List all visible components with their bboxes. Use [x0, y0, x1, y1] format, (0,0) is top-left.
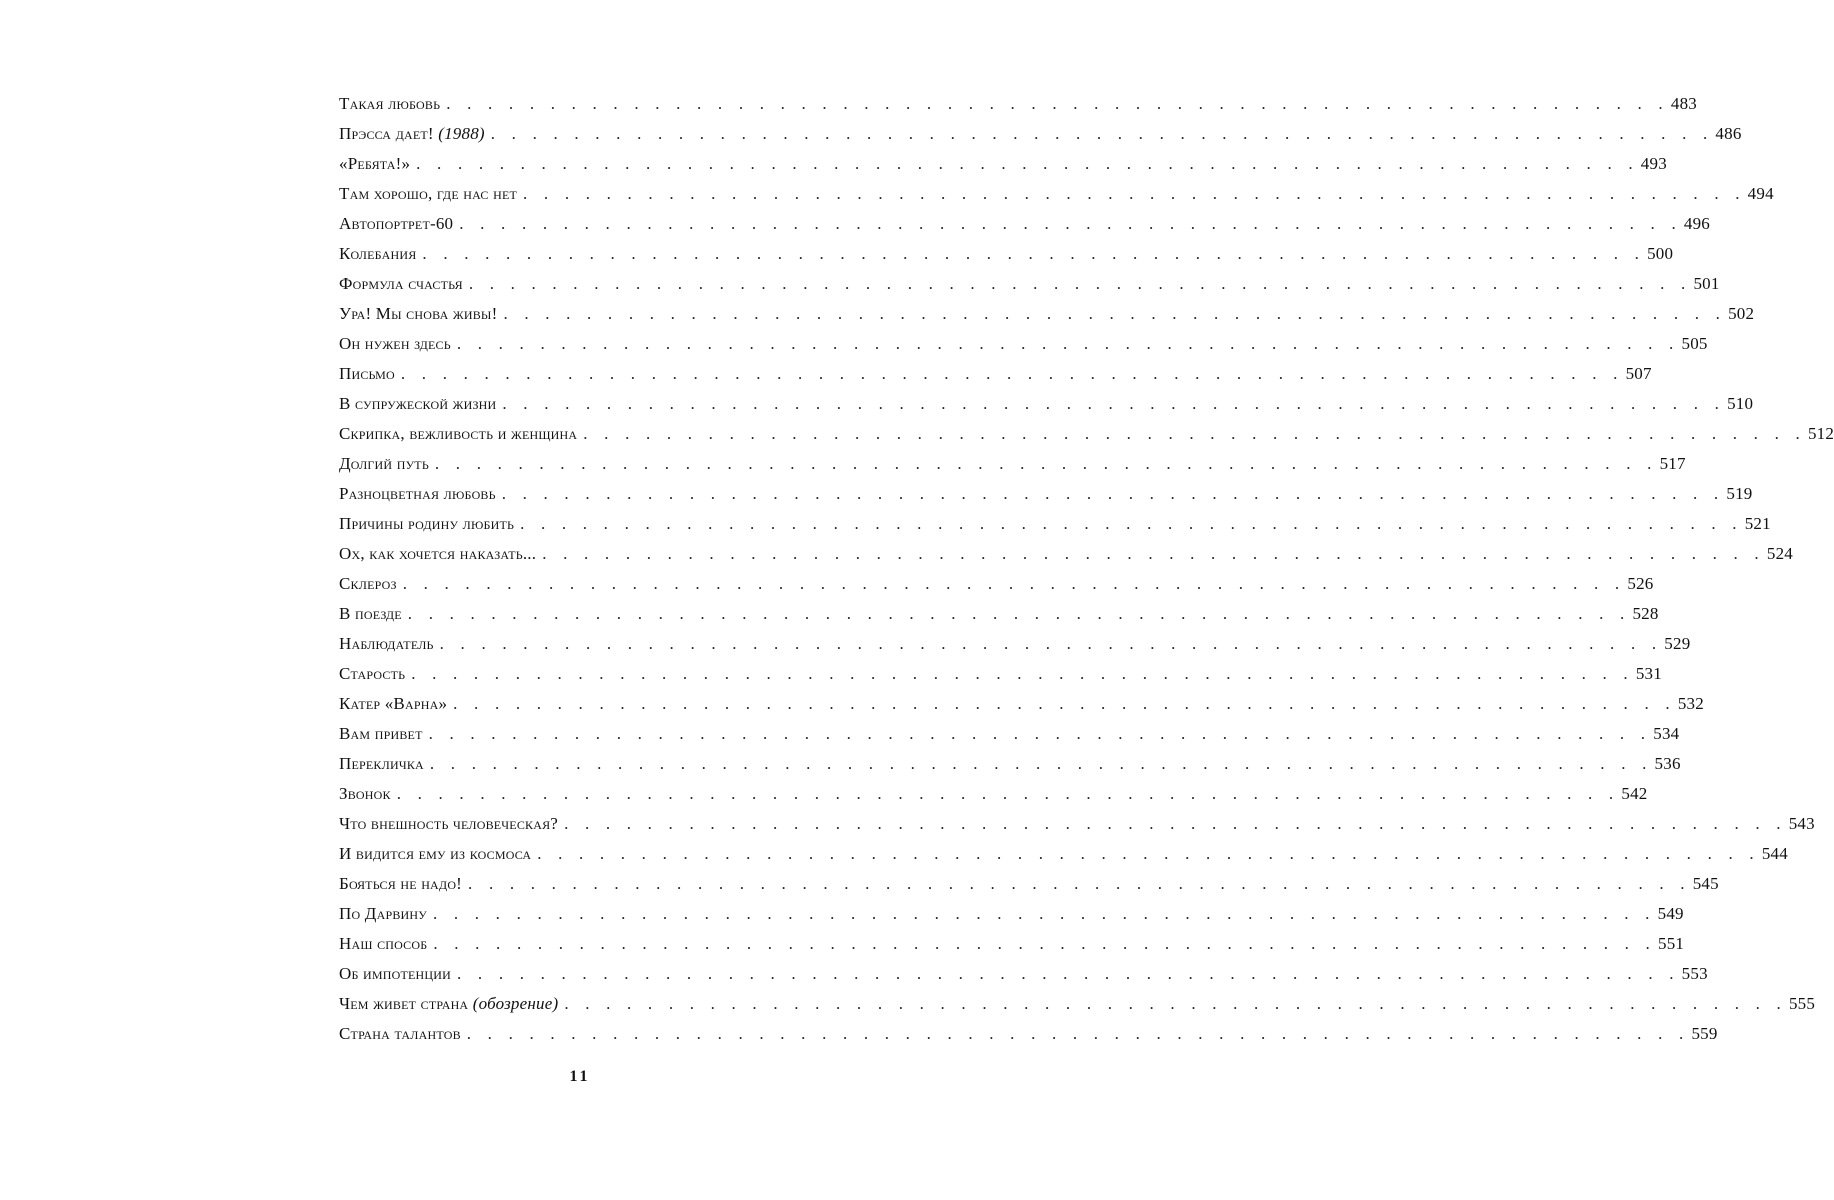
- toc-entry: [339, 929, 1685, 959]
- toc-entry-title-text: Письмо: [339, 364, 395, 383]
- toc-entry-page-number: 529: [1664, 634, 1691, 653]
- toc-entry-page-number: 505: [1681, 334, 1708, 353]
- toc-entry: [339, 269, 1720, 299]
- toc-entry-title-text: Чем живет страна: [339, 994, 473, 1013]
- toc-entry-title: [339, 329, 451, 359]
- toc-entry-title: [339, 839, 531, 869]
- toc-entry-title-text: Ох, как хочется наказать...: [339, 544, 537, 563]
- toc-entry-title-text: Склероз: [339, 574, 397, 593]
- toc-entry-title: [339, 449, 429, 479]
- toc-entry-title-text: Причины родину любить: [339, 514, 515, 533]
- toc-entry-title-text: Наблюдатель: [339, 634, 434, 653]
- toc-entry-title-text: Разноцветная любовь: [339, 484, 496, 503]
- toc-entry-title-text: Бояться не надо!: [339, 874, 463, 893]
- toc-entry: [339, 299, 1755, 329]
- toc-entry-title: [339, 89, 440, 119]
- toc-entry: [339, 629, 1691, 659]
- toc-entry: [339, 569, 1654, 599]
- toc-dot-leader: . . . . . . . . . . . . . . . . . . . . . . . . . . . . . . . . . . . . . . . . . . . . . . . . . . . . . . . . . . .: [434, 454, 1658, 473]
- toc-entry-title: [339, 149, 410, 179]
- toc-dot-leader: . . . . . . . . . . . . . . . . . . . . . . . . . . . . . . . . . . . . . . . . . . . . . . . . . . . . . . . . . . .: [501, 484, 1725, 503]
- toc-entry-page-number: 544: [1761, 844, 1788, 863]
- toc-entry-title: [339, 749, 424, 779]
- toc-dot-leader: . . . . . . . . . . . . . . . . . . . . . . . . . . . . . . . . . . . . . . . . . . . . . . . . . . . . . . . . . . .: [466, 1024, 1690, 1043]
- toc-entry-title: [339, 779, 391, 809]
- toc-entry: [339, 839, 1788, 869]
- toc-entry-title: [339, 869, 462, 899]
- toc-entry-title: [339, 1019, 461, 1049]
- toc-entry-title-text: Колебания: [339, 244, 417, 263]
- toc-entry: [339, 899, 1684, 929]
- toc-dot-leader: . . . . . . . . . . . . . . . . . . . . . . . . . . . . . . . . . . . . . . . . . . . . . . . . . . . . . . . . . . .: [468, 274, 1692, 293]
- toc-entry-page-number: 536: [1654, 754, 1681, 773]
- toc-entry-page-number: 517: [1659, 454, 1686, 473]
- toc-entry: [339, 1019, 1718, 1049]
- toc-entry-title: [339, 659, 405, 689]
- toc-entry-page-number: 532: [1677, 694, 1704, 713]
- toc-entry-page-number: 543: [1788, 814, 1815, 833]
- toc-entry-title: [339, 179, 517, 209]
- toc-entry-title-text: Наш способ: [339, 934, 428, 953]
- toc-entry-page-number: 528: [1632, 604, 1659, 623]
- page-number: 11: [569, 1068, 591, 1085]
- toc-dot-leader: . . . . . . . . . . . . . . . . . . . . . . . . . . . . . . . . . . . . . . . . . . . . . . . . . . . . . . . . . . .: [407, 604, 1631, 623]
- toc-entry-title-text: Вам привет: [339, 724, 423, 743]
- toc-entry-title-text: Что внешность человеческая?: [339, 814, 559, 833]
- toc-entry: [339, 659, 1662, 689]
- toc-entry-page-number: 545: [1692, 874, 1719, 893]
- toc-entry: [339, 179, 1774, 209]
- toc-entry-title: [339, 929, 427, 959]
- toc-dot-leader: . . . . . . . . . . . . . . . . . . . . . . . . . . . . . . . . . . . . . . . . . . . . . . . . . . . . . . . . . . .: [523, 184, 1746, 203]
- toc-entry: [339, 419, 1834, 449]
- toc-entry-title: [339, 479, 496, 509]
- toc-entry-page-number: 524: [1766, 544, 1793, 563]
- toc-dot-leader: . . . . . . . . . . . . . . . . . . . . . . . . . . . . . . . . . . . . . . . . . . . . . . . . . . . . . . . . . . .: [429, 754, 1653, 773]
- toc-entry: [339, 479, 1753, 509]
- toc-entry-page-number: 483: [1670, 94, 1697, 113]
- toc-dot-leader: . . . . . . . . . . . . . . . . . . . . . . . . . . . . . . . . . . . . . . . . . . . . . . . . . . . . . . . . . . .: [432, 904, 1656, 923]
- toc-entry-title-text: Перекличка: [339, 754, 424, 773]
- toc-dot-leader: . . . . . . . . . . . . . . . . . . . . . . . . . . . . . . . . . . . . . . . . . . . . . . . . . . . . . . . . . . .: [502, 394, 1726, 413]
- toc-dot-leader: . . . . . . . . . . . . . . . . . . . . . . . . . . . . . . . . . . . . . . . . . . . . . . . . . . . . . . . . . . .: [503, 304, 1727, 323]
- toc-dot-leader: . . . . . . . . . . . . . . . . . . . . . . . . . . . . . . . . . . . . . . . . . . . . . . . . . . . . . . . . . . .: [564, 994, 1787, 1013]
- toc-entry-page-number: 559: [1691, 1024, 1718, 1043]
- toc-entry-title: [339, 899, 427, 929]
- toc-entry-title-text: И видится ему из космоса: [339, 844, 532, 863]
- toc-entry-title: [339, 989, 558, 1019]
- toc-entry: [339, 89, 1697, 119]
- toc-dot-leader: . . . . . . . . . . . . . . . . . . . . . . . . . . . . . . . . . . . . . . . . . . . . . . . . . . . . . . . . . . .: [439, 634, 1663, 653]
- toc-dot-leader: . . . . . . . . . . . . . . . . . . . . . . . . . . . . . . . . . . . . . . . . . . . . . . . . . . . . . . . . . . .: [411, 664, 1634, 683]
- toc-entry-title: [339, 809, 558, 839]
- toc-dot-leader: . . . . . . . . . . . . . . . . . . . . . . . . . . . . . . . . . . . . . . . . . . . . . . . . . . . . . . . . . . .: [542, 544, 1765, 563]
- toc-entry: [339, 209, 1711, 239]
- toc-entry: [339, 149, 1667, 179]
- toc-entry-title: [339, 419, 577, 449]
- toc-entry-title: [339, 269, 463, 299]
- toc-entry-page-number: 501: [1693, 274, 1720, 293]
- toc-entry: [339, 689, 1704, 719]
- toc-entry-title: [339, 239, 416, 269]
- toc-entry: [339, 989, 1816, 1019]
- toc-entry: [339, 719, 1680, 749]
- toc-entry-title: [339, 719, 423, 749]
- toc-dot-leader: . . . . . . . . . . . . . . . . . . . . . . . . . . . . . . . . . . . . . . . . . . . . . . . . . . . . . . . . . . .: [428, 724, 1652, 743]
- toc-entry-title: [339, 389, 496, 419]
- toc-entry-title: [339, 689, 447, 719]
- toc-dot-leader: . . . . . . . . . . . . . . . . . . . . . . . . . . . . . . . . . . . . . . . . . . . . . . . . . . . . . . . . . . .: [459, 214, 1682, 233]
- toc-entry-page-number: 486: [1715, 124, 1742, 143]
- toc-entry-title-text: Звонок: [339, 784, 391, 803]
- toc-entry-title: [339, 509, 514, 539]
- toc-dot-leader: . . . . . . . . . . . . . . . . . . . . . . . . . . . . . . . . . . . . . . . . . . . . . . . . . . . . . . . . . . .: [564, 814, 1787, 833]
- toc-entry-title: [339, 209, 453, 239]
- toc-entry-title-text: Он нужен здесь: [339, 334, 451, 353]
- toc-entry-title-text: «Ребята!»: [339, 154, 411, 173]
- toc-dot-leader: . . . . . . . . . . . . . . . . . . . . . . . . . . . . . . . . . . . . . . . . . . . . . . . . . . . . . . . . . . .: [422, 244, 1646, 263]
- toc-entry-title-text: В супружеской жизни: [339, 394, 497, 413]
- toc-entry-page-number: 526: [1627, 574, 1654, 593]
- toc-dot-leader: . . . . . . . . . . . . . . . . . . . . . . . . . . . . . . . . . . . . . . . . . . . . . . . . . . . . . . . . . . .: [537, 844, 1760, 863]
- toc-dot-leader: . . . . . . . . . . . . . . . . . . . . . . . . . . . . . . . . . . . . . . . . . . . . . . . . . . . . . . . . . . .: [416, 154, 1639, 173]
- toc-entry-page-number: 496: [1683, 214, 1711, 233]
- toc-dot-leader: . . . . . . . . . . . . . . . . . . . . . . . . . . . . . . . . . . . . . . . . . . . . . . . . . . . . . . . . . . .: [396, 784, 1620, 803]
- toc-entry-page-number: 542: [1621, 784, 1648, 803]
- toc-entry-page-number: 551: [1658, 934, 1685, 953]
- toc-entry-title-text: Долгий путь: [339, 454, 429, 473]
- toc-entry-page-number: 555: [1788, 994, 1816, 1013]
- toc-entry-title: [339, 299, 497, 329]
- toc-entry-title-text: По Дарвину: [339, 904, 427, 923]
- toc-entry-page-number: 510: [1727, 394, 1754, 413]
- toc-dot-leader: . . . . . . . . . . . . . . . . . . . . . . . . . . . . . . . . . . . . . . . . . . . . . . . . . . . . . . . . . . .: [433, 934, 1656, 953]
- toc-entry-page-number: 507: [1625, 364, 1652, 383]
- toc-entry-title: [339, 629, 434, 659]
- toc-entry-note: (обозрение): [472, 994, 559, 1013]
- toc-entry-page-number: 493: [1640, 154, 1667, 173]
- toc-entry-page-number: 534: [1653, 724, 1680, 743]
- toc-entry-title-text: Ура! Мы снова живы!: [339, 304, 498, 323]
- toc-entry-title-text: Такая любовь: [339, 94, 441, 113]
- toc-entry: [339, 239, 1674, 269]
- toc-dot-leader: . . . . . . . . . . . . . . . . . . . . . . . . . . . . . . . . . . . . . . . . . . . . . . . . . . . . . . . . . . .: [446, 94, 1669, 113]
- toc-entry-title-text: Автопортрет-60: [339, 214, 454, 233]
- toc-entry: [339, 449, 1686, 479]
- toc-entry: [339, 329, 1708, 359]
- toc-entry: [339, 509, 1771, 539]
- toc-entry-page-number: 512: [1807, 424, 1834, 443]
- toc-entry: [339, 869, 1719, 899]
- toc-entry: [339, 599, 1659, 629]
- toc-entry: [339, 119, 1742, 149]
- toc-entry-title: [339, 569, 397, 599]
- toc-entry-title-text: В поезде: [339, 604, 402, 623]
- toc-entry-page-number: 500: [1647, 244, 1674, 263]
- toc-entry-title-text: Катер «Варна»: [339, 694, 448, 713]
- toc-entry: [339, 389, 1754, 419]
- toc-entry-title: [339, 599, 402, 629]
- toc-entry-title-text: Прэсса дает!: [339, 124, 439, 143]
- toc-dot-leader: . . . . . . . . . . . . . . . . . . . . . . . . . . . . . . . . . . . . . . . . . . . . . . . . . . . . . . . . . . .: [583, 424, 1806, 443]
- toc-entry-page-number: 502: [1728, 304, 1755, 323]
- toc-entry-page-number: 553: [1681, 964, 1708, 983]
- toc-dot-leader: . . . . . . . . . . . . . . . . . . . . . . . . . . . . . . . . . . . . . . . . . . . . . . . . . . . . . . . . . . .: [520, 514, 1743, 533]
- toc-entry: [339, 539, 1793, 569]
- toc-entry-title-text: Формула счастья: [339, 274, 463, 293]
- toc-entry: [339, 809, 1815, 839]
- toc-entry-page-number: 549: [1657, 904, 1684, 923]
- toc-entry-page-number: 494: [1747, 184, 1774, 203]
- toc-dot-leader: . . . . . . . . . . . . . . . . . . . . . . . . . . . . . . . . . . . . . . . . . . . . . . . . . . . . . . . . . . .: [402, 574, 1626, 593]
- table-of-contents: [339, 89, 1834, 1049]
- toc-dot-leader: . . . . . . . . . . . . . . . . . . . . . . . . . . . . . . . . . . . . . . . . . . . . . . . . . . . . . . . . . . .: [400, 364, 1624, 383]
- toc-entry-note: (1988): [438, 124, 485, 143]
- toc-entry-title-text: Страна талантов: [339, 1024, 461, 1043]
- toc-entry-title: [339, 119, 485, 149]
- toc-entry: [339, 959, 1708, 989]
- toc-entry-page-number: 521: [1744, 514, 1771, 533]
- toc-entry: [339, 779, 1648, 809]
- toc-entry-title-text: Об импотенции: [339, 964, 452, 983]
- toc-dot-leader: . . . . . . . . . . . . . . . . . . . . . . . . . . . . . . . . . . . . . . . . . . . . . . . . . . . . . . . . . . .: [453, 694, 1676, 713]
- toc-entry: [339, 749, 1681, 779]
- toc-entry-page-number: 519: [1726, 484, 1753, 503]
- toc-entry: [339, 359, 1652, 389]
- toc-dot-leader: . . . . . . . . . . . . . . . . . . . . . . . . . . . . . . . . . . . . . . . . . . . . . . . . . . . . . . . . . . .: [490, 124, 1714, 143]
- toc-dot-leader: . . . . . . . . . . . . . . . . . . . . . . . . . . . . . . . . . . . . . . . . . . . . . . . . . . . . . . . . . . .: [468, 874, 1691, 893]
- toc-entry-title-text: Старость: [339, 664, 406, 683]
- toc-entry-title-text: Там хорошо, где нас нет: [339, 184, 518, 203]
- toc-entry-page-number: 531: [1635, 664, 1662, 683]
- toc-entry-title: [339, 359, 395, 389]
- toc-entry-title: [339, 959, 451, 989]
- toc-dot-leader: . . . . . . . . . . . . . . . . . . . . . . . . . . . . . . . . . . . . . . . . . . . . . . . . . . . . . . . . . . .: [457, 964, 1680, 983]
- toc-dot-leader: . . . . . . . . . . . . . . . . . . . . . . . . . . . . . . . . . . . . . . . . . . . . . . . . . . . . . . . . . . .: [456, 334, 1680, 353]
- toc-entry-title: [339, 539, 536, 569]
- toc-entry-title-text: Скрипка, вежливость и женщина: [339, 424, 578, 443]
